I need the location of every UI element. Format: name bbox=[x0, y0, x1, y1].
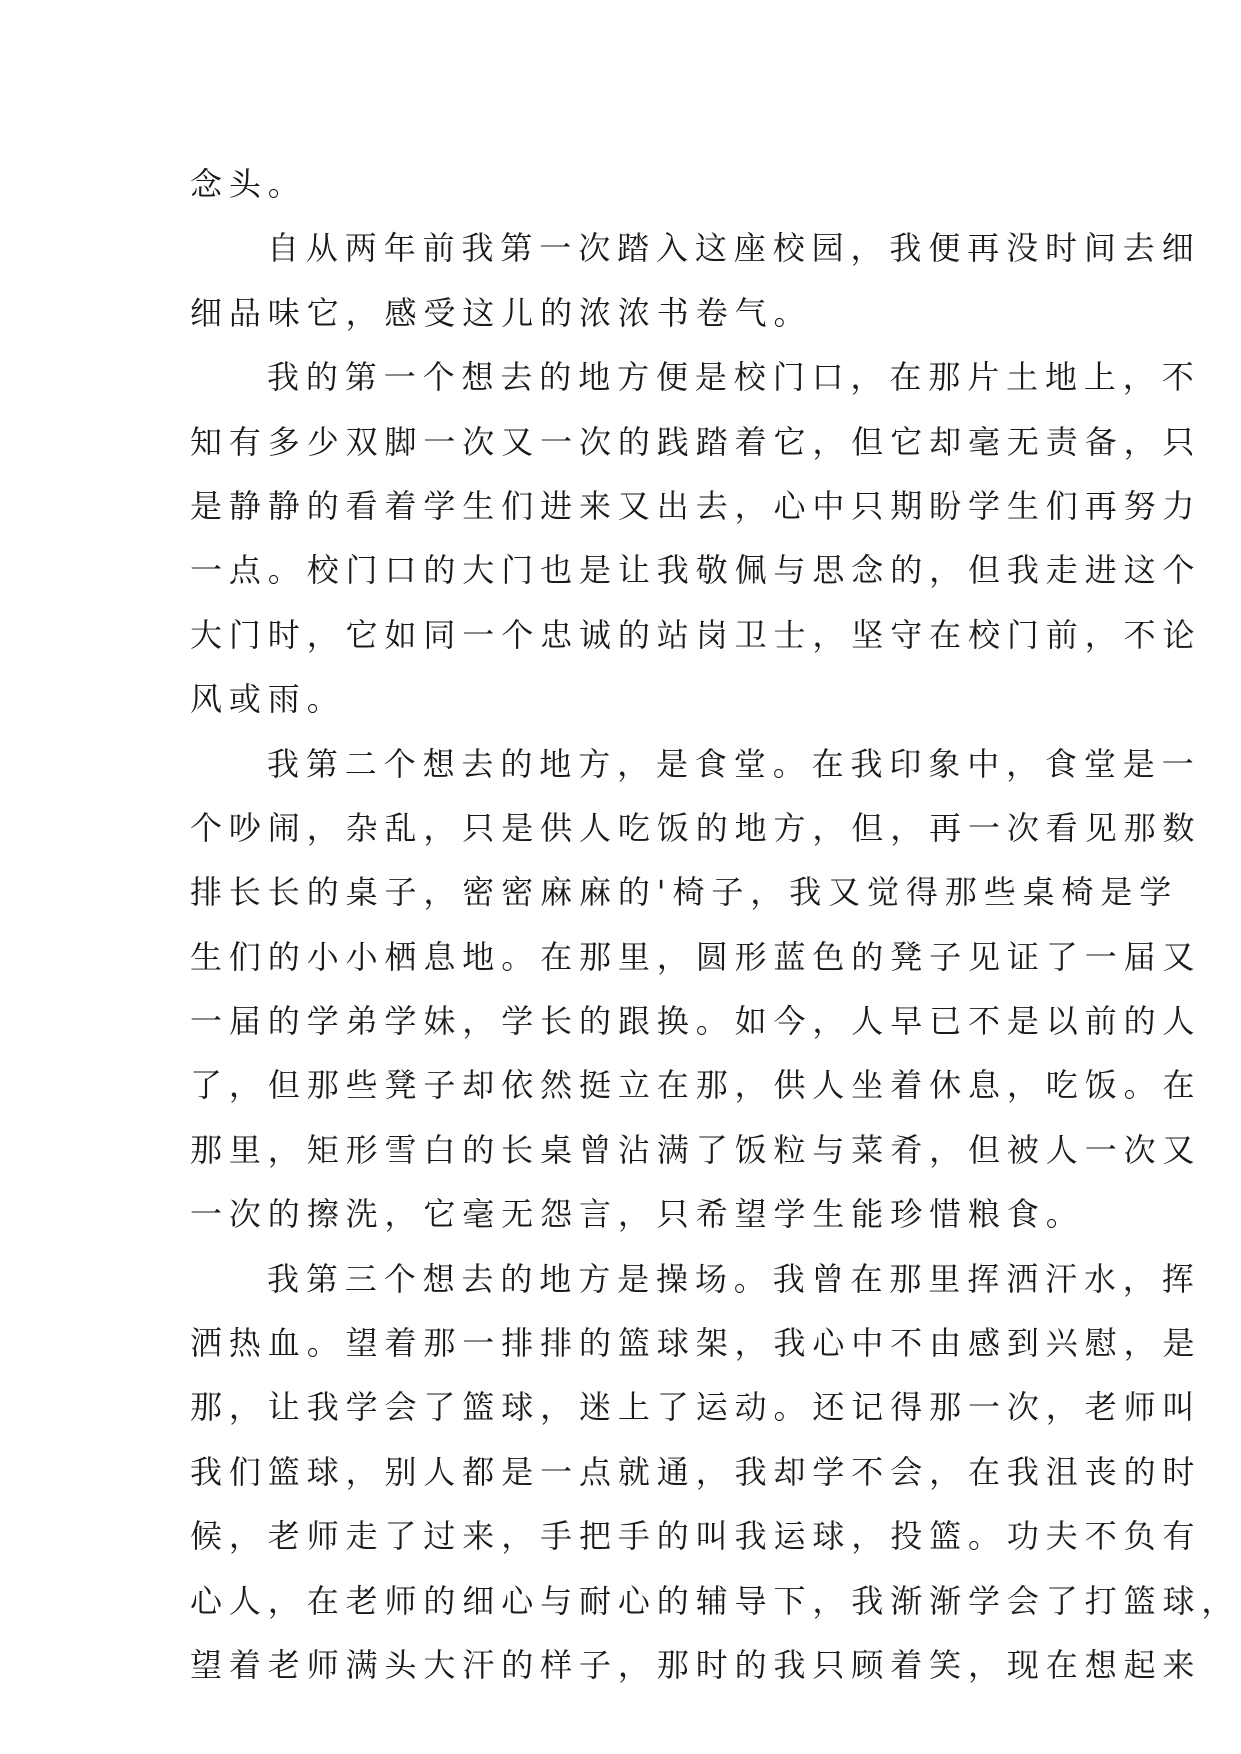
text-line: 大门时，它如同一个忠诚的站岗卫士，坚守在校门前，不论 bbox=[190, 615, 1202, 654]
text-line: 一点。校门口的大门也是让我敬佩与思念的，但我走进这个 bbox=[190, 551, 1202, 590]
text-line: 细品味它，感受这儿的浓浓书卷气。 bbox=[190, 293, 813, 332]
essay-body bbox=[190, 152, 1241, 1697]
text-line: 排长长的桌子，密密麻麻的'椅子，我又觉得那些桌椅是学 bbox=[190, 873, 1179, 912]
text-line: 洒热血。望着那一排排的篮球架，我心中不由感到兴慰，是 bbox=[190, 1324, 1202, 1363]
text-line: 那，让我学会了篮球，迷上了运动。还记得那一次，老师叫 bbox=[190, 1388, 1202, 1427]
paragraph-first-line: 我的第一个想去的地方便是校门口，在那片土地上，不 bbox=[267, 358, 1201, 397]
paragraph-first-line: 我第三个想去的地方是操场。我曾在那里挥洒汗水，挥 bbox=[267, 1259, 1201, 1298]
paragraph-first-line: 我第二个想去的地方，是食堂。在我印象中，食堂是一 bbox=[267, 744, 1201, 783]
text-line: 风或雨。 bbox=[190, 680, 346, 719]
text-line: 个吵闹，杂乱，只是供人吃饭的地方，但，再一次看见那数 bbox=[190, 808, 1202, 847]
text-line: 望着老师满头大汗的样子，那时的我只顾着笑，现在想起来 bbox=[190, 1645, 1202, 1684]
text-line: 那里，矩形雪白的长桌曾沾满了饭粒与菜肴，但被人一次又 bbox=[190, 1130, 1202, 1169]
text-line: 一届的学弟学妹，学长的跟换。如今，人早已不是以前的人 bbox=[190, 1002, 1202, 1041]
text-line: 一次的擦洗，它毫无怨言，只希望学生能珍惜粮食。 bbox=[190, 1195, 1085, 1234]
text-line: 是静静的看着学生们进来又出去，心中只期盼学生们再努力 bbox=[190, 486, 1202, 525]
text-line: 念头。 bbox=[190, 165, 307, 203]
text-line: 我们篮球，别人都是一点就通，我却学不会，在我沮丧的时 bbox=[190, 1452, 1202, 1491]
text-line: 候，老师走了过来，手把手的叫我运球，投篮。功夫不负有 bbox=[190, 1517, 1202, 1556]
paragraph-first-line: 自从两年前我第一次踏入这座校园，我便再没时间去细 bbox=[267, 229, 1201, 268]
text-line: 心人，在老师的细心与耐心的辅导下，我渐渐学会了打篮球， bbox=[190, 1581, 1241, 1620]
text-line: 了，但那些凳子却依然挺立在那，供人坐着休息，吃饭。在 bbox=[190, 1066, 1202, 1105]
text-line: 知有多少双脚一次又一次的践踏着它，但它却毫无责备，只 bbox=[190, 422, 1202, 461]
text-line: 生们的小小栖息地。在那里，圆形蓝色的凳子见证了一届又 bbox=[190, 937, 1202, 976]
